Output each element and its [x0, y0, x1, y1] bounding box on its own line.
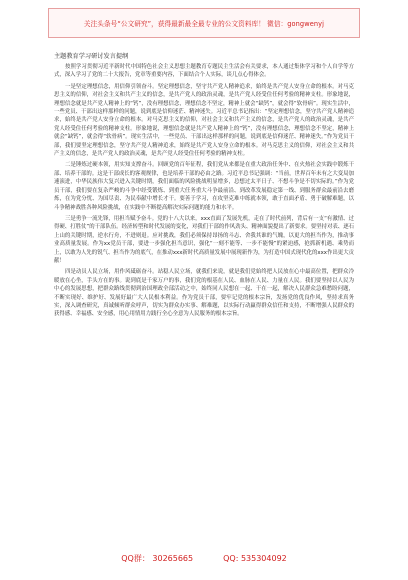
document-title: 主题教育学习研讨发言提纲: [54, 53, 129, 60]
paragraph-point-2: 二是锤炼过硬本领，用实知支撑奋斗。回顾党的百年征程，我们党从来都是在重大政治任务中、在火热社会实践中锻炼干部、培养干部的。这是干部成长的客观规律，也是培养干部的必由之路。习近平总书记强调：“当前，世界百年未有之大变局加速演进，中华民族伟大复兴进入关键时期，我们面临的风险挑战明显增多，总想过太平日子、不想斗争是不切实际的。”作为党员干部，我们要在复杂严峻的斗争中经受锻炼、到重大任务重大斗争最前沿、到改革发展稳定第一线、到服务群众最前沿去磨炼，在为党分忧、为国尽责、为民奉献中增长才干。要善于学习，在攻坚克难中练就本领，敢于直面矛盾、勇于破解难题，以斗争精神战胜各种风险挑战，在实践中不断提高解决实际问题的能力和水平。: [54, 162, 354, 211]
contact-footer: [0, 548, 408, 568]
paragraph-point-3: 三是勇争一流先锋，用担当赋予奋斗。党的十八大以来，xxx直面了发展先机，走在了时代前列，背后有一支“有激情、过得硬、打胜仗”的干部队伍。经济转型和时代发展的变化，对我们干部的作风劲头、精神面貌提出了新要求。要坚持对表、逐石上山的关键时期，逆水行舟，不进则退。应对挑战，我们必须保持昂扬的斗志、舍我其谁的气魄，以更大的担当作为，推动事业高质量发展。作为xx党员干部，要进一步强化担当意识，强化“一刻不能等、一步不能慢”的紧迫感，抢抓新机遇、乘势而上，以敢为人先的锐气、担当作为的底气，在推动xxx新时代高质量发展中展现新作为，为打造中国式现代化的xxx作出更大贡献！: [54, 215, 354, 264]
promo-banner: [48, 8, 360, 38]
document-body: [54, 52, 354, 322]
paragraph-intro: 按照学习贯彻习近平新时代中国特色社会主义思想主题教育专题民主生活会有关要求，本人通过集体学习和个人自学等方式，深入学习了党的二十大报告，党章等重要内容，下面结合个人实际，谈几点心得体会。: [54, 64, 354, 79]
promo-banner-text: 关注头条号“公文研究”，获得最新最全最专业的公文资料库！ 微信：gongwenyj: [83, 20, 325, 28]
paragraph-point-1: 一是坚定理想信念，用信仰引领奋斗。坚定理想信念，坚守共产党人精神追求，始终是共产党人安身立命的根本。对马克思主义的信仰，对社会主义和共产主义的信念，是共产党人的政治灵魂，是共产党人经受住任何考验的精神支柱。形象地说，理想信念就是共产党人精神上的“钙”，没有理想信念，理想信念不坚定，精神上就会“缺钙”，就会得“软骨病”。现实生活中，一些党员、干部出这样那样的问题，说到底是信仰迷茫、精神迷失。习近平总书记指出：“坚定理想信念，坚守共产党人精神追求，始终是共产党人安身立命的根本。对马克思主义的信仰，对社会主义和共产主义的信念，是共产党人的政治灵魂，是共产党人经受住任何考验的精神支柱。形象地说，理想信念就是共产党人精神上的“钙”，没有理想信念，理想信念不坚定，精神上就会“缺钙”，就会得“软骨病”。现实生活中，一些党员、干部出这样那样的问题，说到底是信仰迷茫、精神迷失。”作为党员干部，我们要坚定理想信念，坚守共产党人精神追求，始终是共产党人安身立命的根本。对马克思主义的信仰，对社会主义和共产主义的信念，是共产党人的政治灵魂，是共产党人经受住任何考验的精神支柱。: [54, 83, 354, 158]
paragraph-point-4: 四是动员人民立场，用作风砥砺奋斗。站稳人民立场，就我们来说，就是我们党始终把人民放在心中最高位置，把群众冷暖放在心坐，手头方在的事。说到底是千家万户的事，我们党的根基在人民、血脉在人民、力量在人民。我们要坚持以人民为中心的发展思想，把群众路线贯彻到治国理政全部活动之中，始终同人民想在一起、干在一起，解决人民群众急难愁盼问题，不断实现好、维护好、发展好最广大人民根本利益。作为党员干部，要牢记党的根本宗旨，发扬党的优良作风，坚持求真务实，深入调查研究，真诚倾听群众呼声，切实为群众办实事、解难题，以实际行动赢得群众信任和支持，不断增强人民群众的获得感、幸福感、安全感，用心用情用力践行全心全意为人民服务的根本宗旨。: [54, 269, 354, 318]
footer-qq-number: QQ: 535304092: [223, 553, 287, 563]
footer-qq-group: QQ群： 30265665: [121, 553, 194, 563]
